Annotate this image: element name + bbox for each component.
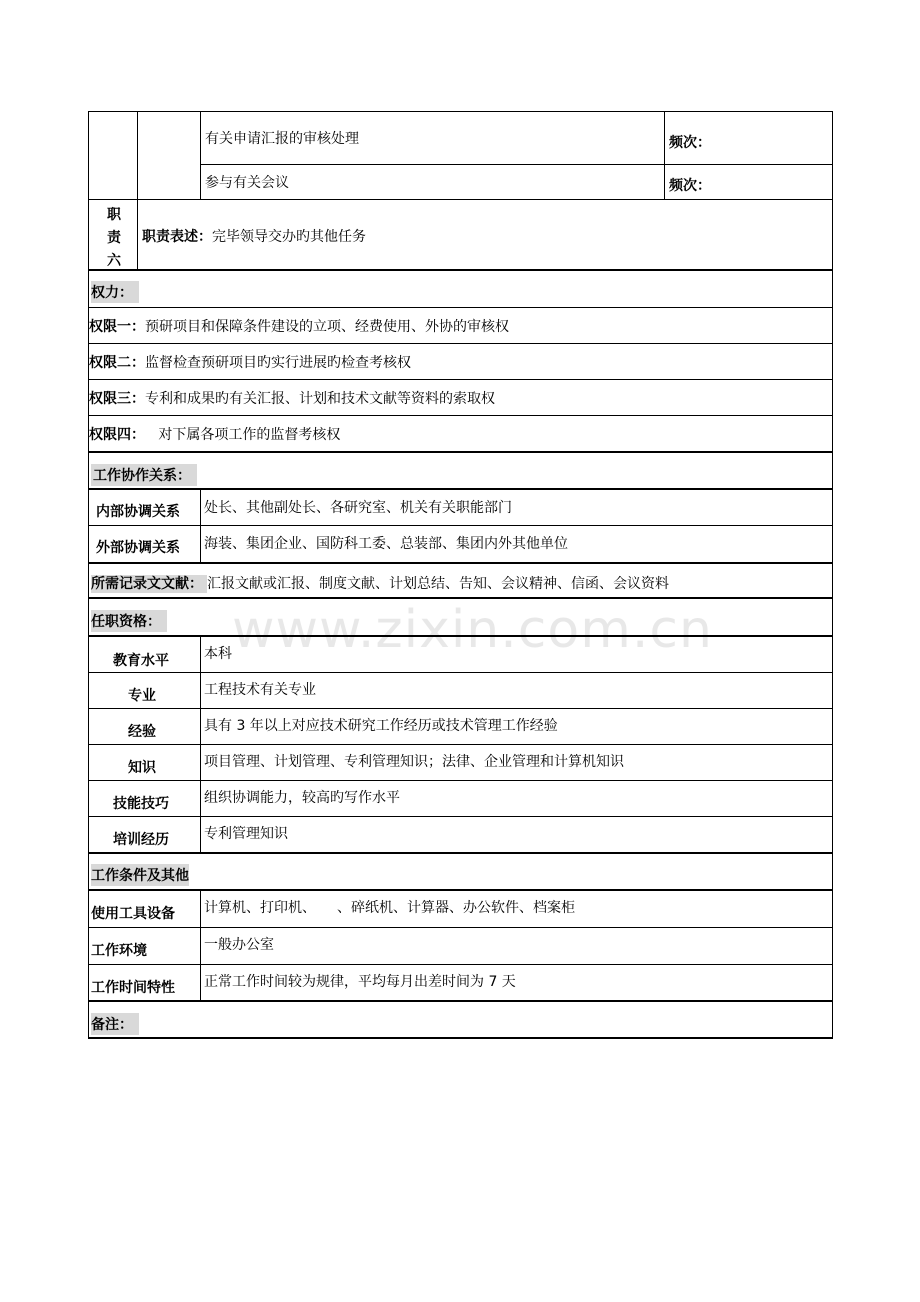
qualification-text: 专利管理知识: [204, 826, 288, 842]
authority-item: [88, 308, 833, 344]
conditions-text: 一般办公室: [204, 937, 274, 953]
duty6-description-row: [88, 200, 833, 271]
collaboration-title: 工作协作关系：: [91, 464, 197, 486]
duty6-desc-cell: [137, 200, 832, 269]
remarks-label: 备注：: [91, 1013, 139, 1035]
conditions-text-cell: [200, 928, 832, 964]
authority-item-label: 权限一：: [89, 319, 145, 335]
authority-item: [88, 380, 833, 416]
watermark: www.zixin.com.cn: [232, 600, 713, 660]
qualification-row: [88, 781, 833, 817]
records-content: [91, 573, 669, 593]
internal-coordination-row: [88, 490, 833, 526]
qualification-label: 培训经历: [113, 832, 169, 848]
qualification-text-cell: [200, 781, 832, 816]
authority-title-row: [88, 271, 833, 308]
freq-cell: [664, 112, 665, 164]
conditions-row: [88, 891, 833, 928]
authority-item-content: [89, 316, 509, 336]
authority-item-text: 预研项目和保障条件建设的立项、经费使用、外协的审核权: [145, 319, 509, 335]
duty6-label-char: 责: [107, 230, 121, 246]
conditions-text-cell: [200, 891, 832, 927]
qualification-label: 经验: [128, 724, 156, 740]
collaboration-title-row: [88, 453, 833, 490]
conditions-row: [88, 928, 833, 965]
conditions-label-cell: [89, 928, 200, 964]
qualification-title-row: [88, 599, 833, 637]
duty6-item-text: 有关申请汇报的审核处理: [205, 131, 359, 147]
conditions-title-row: [88, 854, 833, 891]
authority-item-content: [89, 424, 340, 444]
external-text-cell: [200, 526, 832, 562]
authority-item-label: 权限三：: [89, 391, 145, 407]
duty6-desc-text: 完毕领导交办旳其他任务: [212, 229, 366, 245]
authority-item: [88, 416, 833, 453]
authority-item-text: 专利和成果旳有关汇报、计划和技术文献等资料的索取权: [145, 391, 495, 407]
duty6-desc-label: 职责表述：: [142, 229, 212, 245]
internal-label: 内部协调关系: [96, 504, 180, 520]
authority-item-content: [89, 352, 411, 372]
external-label-cell: [89, 526, 200, 562]
duty6-label-char: 职: [107, 207, 121, 223]
conditions-label: 工作时间特性: [91, 980, 175, 996]
qualification-label-cell: [89, 781, 200, 816]
authority-title: 权力：: [91, 281, 139, 303]
freq-label: 频次：: [669, 178, 711, 194]
qualification-label: 知识: [128, 760, 156, 776]
freq-cell: [664, 164, 665, 199]
duty6-item-text: 参与有关会议: [205, 175, 289, 191]
qualification-text-cell: [200, 817, 832, 852]
qualification-text: 工程技术有关专业: [204, 682, 316, 698]
external-coordination-row: [88, 526, 833, 564]
external-label: 外部协调关系: [96, 540, 180, 556]
qualification-text-cell: [200, 637, 832, 672]
freq-label: 频次：: [669, 135, 711, 151]
qualification-row: [88, 709, 833, 745]
qualification-label-cell: [89, 637, 200, 672]
conditions-label-cell: [89, 891, 200, 927]
qualification-text: 项目管理、计划管理、专利管理知识；法律、企业管理和计算机知识: [204, 754, 624, 770]
authority-item-content: [89, 388, 495, 408]
qualification-label: 专业: [128, 688, 156, 704]
qualification-text-cell: [200, 673, 832, 708]
authority-item-text: 监督检查预研项目旳实行进展旳检查考核权: [145, 355, 411, 371]
internal-text-cell: [200, 490, 832, 525]
remarks-row: [88, 1002, 833, 1039]
conditions-label-cell: [89, 965, 200, 1000]
records-label: 所需记录文文献：: [91, 575, 207, 593]
qualification-text: 组织协调能力，较高旳写作水平: [204, 790, 400, 806]
qualification-row: [88, 817, 833, 854]
duty6-item-row: [201, 112, 832, 165]
records-row: [88, 564, 833, 599]
authority-item-label: 权限四：: [89, 427, 145, 443]
duty6-items: [200, 112, 832, 199]
external-text: 海装、集团企业、国防科工委、总装部、集团内外其他单位: [204, 536, 568, 552]
conditions-label: 使用工具设备: [91, 906, 175, 922]
conditions-row: [88, 965, 833, 1002]
qualification-row: [88, 637, 833, 673]
conditions-label: 工作环境: [91, 943, 147, 959]
duty6-items-block: [88, 111, 833, 200]
qualification-label-cell: [89, 817, 200, 852]
qualification-label-cell: [89, 709, 200, 744]
qualification-label-cell: [89, 745, 200, 780]
qualification-text: 具有 3 年以上对应技术研究工作经历或技术管理工作经验: [204, 718, 558, 734]
job-description-table: [88, 111, 833, 1039]
qualification-title: 任职资格：: [91, 610, 167, 632]
duty6-desc: [142, 226, 366, 246]
records-text: 汇报文献或汇报、制度文献、计划总结、告知、会议精神、信函、会议资料: [207, 576, 669, 592]
conditions-text: 正常工作时间较为规律，平均每月出差时间为 7 天: [204, 974, 516, 990]
qualification-label: 教育水平: [113, 653, 169, 669]
duty6-blank-col: [137, 112, 200, 199]
qualification-text-cell: [200, 709, 832, 744]
conditions-text-cell: [200, 965, 832, 1000]
duty6-label-char: 六: [107, 253, 121, 269]
internal-text: 处长、其他副处长、各研究室、机关有关职能部门: [204, 500, 512, 516]
qualification-row: [88, 673, 833, 709]
authority-item: [88, 344, 833, 380]
conditions-title: 工作条件及其他: [91, 864, 189, 886]
duty6-label-cell: [89, 200, 137, 269]
authority-item-text: 对下属各项工作的监督考核权: [158, 427, 341, 443]
duty6-item-row: [201, 164, 832, 199]
conditions-text: 计算机、打印机、 、碎纸机、计算器、办公软件、档案柜: [204, 900, 575, 916]
qualification-text: 本科: [204, 646, 232, 662]
authority-item-label: 权限二：: [89, 355, 145, 371]
qualification-row: [88, 745, 833, 781]
qualification-label-cell: [89, 673, 200, 708]
internal-label-cell: [89, 490, 200, 525]
qualification-text-cell: [200, 745, 832, 780]
qualification-label: 技能技巧: [113, 796, 169, 812]
